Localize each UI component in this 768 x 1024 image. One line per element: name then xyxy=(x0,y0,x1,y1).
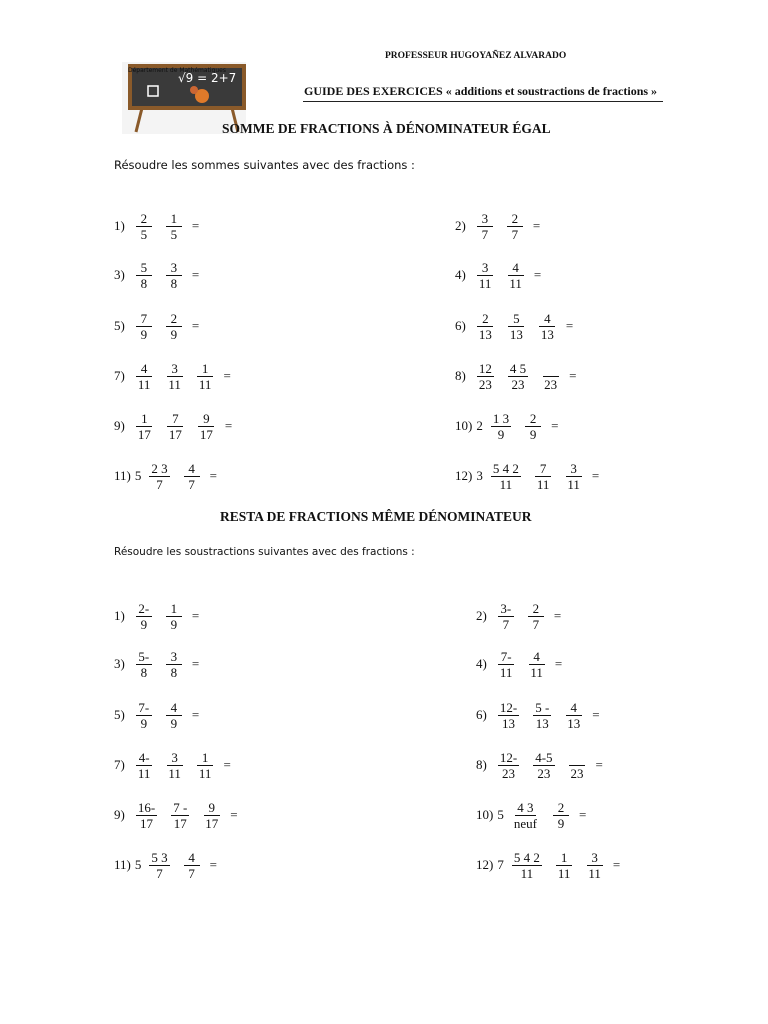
numerator: 1 xyxy=(136,411,152,427)
exercise-section2-8 xyxy=(476,745,603,785)
exercise-section2-12 xyxy=(476,845,620,885)
denominator: 11 xyxy=(198,765,212,781)
numerator: 4 xyxy=(166,700,182,716)
numerator xyxy=(569,750,585,766)
numerator: 4- xyxy=(136,750,152,766)
exercise-number: 12) xyxy=(476,857,494,872)
numerator: 7- xyxy=(136,700,152,716)
denominator: 17 xyxy=(168,426,182,442)
fraction xyxy=(477,311,494,342)
fraction xyxy=(197,361,214,392)
denominator: 7 xyxy=(156,865,163,881)
numerator: 4 xyxy=(539,311,555,327)
exercise-section2-5 xyxy=(114,695,199,735)
fraction xyxy=(507,211,523,242)
fraction xyxy=(171,800,189,831)
exercise-number: 2) xyxy=(476,608,487,623)
exercise-number: 1) xyxy=(114,218,125,233)
denominator: 23 xyxy=(544,376,558,392)
numerator: 16- xyxy=(137,799,156,815)
denominator: 11 xyxy=(588,865,601,881)
numerator: 2 xyxy=(136,211,152,227)
exercise-section1-8 xyxy=(455,356,576,396)
fraction xyxy=(553,800,569,831)
denominator: 9 xyxy=(140,326,148,342)
exercise-section1-9 xyxy=(114,406,232,446)
numerator: 12 xyxy=(478,360,492,376)
fraction xyxy=(166,750,183,781)
exercise-number: 3) xyxy=(114,267,125,282)
numerator: 3 xyxy=(587,850,603,866)
exercise-number: 4) xyxy=(455,267,466,282)
exercise-section2-1 xyxy=(114,596,199,636)
guide-title: GUIDE DES EXERCICES « additions et soustractions de fractions » xyxy=(304,84,658,98)
denominator: 11 xyxy=(478,275,492,291)
fraction xyxy=(136,211,152,242)
fraction xyxy=(586,850,603,881)
denominator: 11 xyxy=(520,865,534,881)
exercise-section2-7 xyxy=(114,745,231,785)
denominator: 9 xyxy=(170,326,178,342)
fraction xyxy=(166,601,182,632)
fraction xyxy=(512,850,542,881)
equals-sign: = xyxy=(223,757,231,772)
numerator: 12- xyxy=(499,699,518,715)
numerator: 2 xyxy=(553,800,569,816)
denominator: 23 xyxy=(502,765,516,781)
fraction xyxy=(166,649,182,680)
numerator: 9 xyxy=(204,800,220,816)
exercise-section1-1 xyxy=(114,206,199,246)
numerator: 2 xyxy=(166,311,182,327)
fraction xyxy=(136,260,152,291)
denominator: 9 xyxy=(140,715,148,731)
denominator: 11 xyxy=(509,275,522,291)
denominator: 5 xyxy=(140,226,148,242)
equals-sign: = xyxy=(533,267,542,282)
numerator: 1 xyxy=(166,211,182,227)
fraction xyxy=(198,411,215,442)
numerator: 4 xyxy=(529,649,545,665)
numerator: 2 xyxy=(507,211,523,227)
numerator: 1 3 xyxy=(492,410,510,426)
fraction xyxy=(565,700,582,731)
denominator: 11 xyxy=(168,765,181,781)
exercise-section2-2 xyxy=(476,596,561,636)
equals-sign: = xyxy=(191,218,200,233)
numerator: 3 xyxy=(477,211,493,227)
numerator: 4 xyxy=(184,461,200,477)
exercise-section1-4 xyxy=(455,255,541,295)
fraction xyxy=(535,461,552,492)
exercise-number: 1) xyxy=(114,608,125,623)
denominator: 7 xyxy=(502,616,510,632)
exercise-section1-3 xyxy=(114,255,199,295)
numerator: 7 xyxy=(535,461,551,477)
denominator: 11 xyxy=(567,476,580,492)
exercise-section1-7 xyxy=(114,356,231,396)
fraction xyxy=(525,411,541,442)
denominator: 7 xyxy=(511,226,519,242)
numerator: 5 xyxy=(136,260,152,276)
numerator: 2 xyxy=(525,411,541,427)
whole-number: 3 xyxy=(476,468,483,483)
fraction xyxy=(542,361,559,392)
whole-number: 5 xyxy=(134,468,142,483)
exercise-number: 7) xyxy=(114,368,125,383)
numerator: 3- xyxy=(498,601,514,617)
exercise-number: 5) xyxy=(114,707,125,722)
fraction xyxy=(498,750,519,781)
fraction xyxy=(508,361,528,392)
fraction xyxy=(477,260,494,291)
denominator: 11 xyxy=(557,865,571,881)
equals-sign: = xyxy=(551,418,559,433)
fraction xyxy=(498,649,515,680)
equals-sign: = xyxy=(191,707,200,722)
fraction xyxy=(528,649,545,680)
equals-sign: = xyxy=(209,468,217,483)
equals-sign: = xyxy=(595,757,603,772)
exercise-section1-2 xyxy=(455,206,540,246)
equals-sign: = xyxy=(209,857,217,872)
equals-sign: = xyxy=(578,807,587,822)
denominator: 9 xyxy=(170,616,178,632)
professor-name: PROFESSEUR HUGOYAÑEZ ALVARADO xyxy=(385,51,567,61)
numerator: 2 3 xyxy=(151,460,168,476)
exercise-number: 11) xyxy=(114,857,131,872)
whole-number: 5 xyxy=(497,807,504,822)
exercise-number: 4) xyxy=(476,656,487,671)
fraction xyxy=(149,461,169,492)
numerator: 9 xyxy=(198,411,214,427)
fraction xyxy=(556,850,573,881)
denominator: 8 xyxy=(140,664,148,680)
fraction xyxy=(166,260,182,291)
denominator: 7 xyxy=(532,616,540,632)
fraction xyxy=(149,850,169,881)
numerator: 2 xyxy=(477,311,493,327)
denominator: 23 xyxy=(570,765,584,781)
numerator: 7 - xyxy=(173,799,188,815)
numerator: 5 4 2 xyxy=(513,849,540,865)
fraction xyxy=(166,361,183,392)
equals-sign: = xyxy=(191,608,200,623)
numerator: 5- xyxy=(136,649,152,665)
fraction xyxy=(477,361,494,392)
numerator: 3 xyxy=(167,361,183,377)
fraction xyxy=(184,850,200,881)
denominator: 8 xyxy=(170,664,178,680)
exercise-number: 10) xyxy=(476,807,494,822)
denominator: 17 xyxy=(137,426,151,442)
fraction xyxy=(136,750,153,781)
denominator: 17 xyxy=(173,815,187,831)
section-title-sums: SOMME DE FRACTIONS À DÉNOMINATEUR ÉGAL xyxy=(222,121,551,136)
equals-sign: = xyxy=(612,857,621,872)
equals-sign: = xyxy=(591,468,600,483)
fraction xyxy=(136,800,157,831)
numerator: 12- xyxy=(499,749,518,765)
whole-number: 7 xyxy=(497,857,504,872)
equals-sign: = xyxy=(553,608,562,623)
numerator: 4 xyxy=(184,850,200,866)
equals-sign: = xyxy=(191,318,200,333)
denominator: 13 xyxy=(478,326,492,342)
denominator: 13 xyxy=(540,326,554,342)
fraction xyxy=(539,311,556,342)
instruction-subtractions: Résoudre les soustractions suivantes avec des fractions : xyxy=(114,546,415,558)
numerator: 4 5 xyxy=(509,360,527,376)
numerator: 5 xyxy=(508,311,524,327)
exercise-number: 6) xyxy=(476,707,487,722)
equals-sign: = xyxy=(565,318,574,333)
fraction xyxy=(512,800,539,831)
numerator: 3 xyxy=(166,649,182,665)
numerator: 1 xyxy=(166,601,182,617)
fraction xyxy=(491,461,521,492)
fraction xyxy=(136,311,152,342)
denominator: 5 xyxy=(170,226,178,242)
numerator: 1 xyxy=(197,361,213,377)
denominator: 11 xyxy=(530,664,543,680)
denominator: 7 xyxy=(481,226,489,242)
fraction xyxy=(533,700,551,731)
exercise-section2-4 xyxy=(476,644,562,684)
numerator: 3 xyxy=(167,750,183,766)
exercise-section1-10 xyxy=(455,406,558,446)
numerator: 3 xyxy=(166,260,182,276)
numerator: 4 xyxy=(136,361,152,377)
fraction xyxy=(491,411,511,442)
exercise-number: 2) xyxy=(455,218,466,233)
denominator: 9 xyxy=(529,426,537,442)
exercise-number: 5) xyxy=(114,318,125,333)
denominator: 17 xyxy=(199,426,213,442)
numerator: 5 - xyxy=(535,699,550,715)
fraction xyxy=(197,750,214,781)
fraction xyxy=(565,461,582,492)
denominator: 11 xyxy=(137,376,151,392)
denominator: 7 xyxy=(156,476,163,492)
exercise-number: 3) xyxy=(114,656,125,671)
denominator: 23 xyxy=(537,765,551,781)
exercise-number: 9) xyxy=(114,807,125,822)
numerator: 4 xyxy=(566,700,582,716)
fraction xyxy=(136,649,152,680)
denominator: 17 xyxy=(140,815,154,831)
fraction xyxy=(166,311,182,342)
fraction xyxy=(569,750,586,781)
exercise-number: 7) xyxy=(114,757,125,772)
fraction xyxy=(203,800,220,831)
equals-sign: = xyxy=(230,807,238,822)
denominator: 11 xyxy=(499,664,513,680)
denominator: 7 xyxy=(188,865,195,881)
exercise-number: 6) xyxy=(455,318,466,333)
denominator: 17 xyxy=(205,815,219,831)
numerator: 5 3 xyxy=(151,849,168,865)
exercise-section2-6 xyxy=(476,695,600,735)
denominator: 9 xyxy=(170,715,178,731)
section-title-subtractions: RESTA DE FRACTIONS MÊME DÉNOMINATEUR xyxy=(220,509,532,524)
fraction xyxy=(498,601,514,632)
numerator: 7- xyxy=(498,649,514,665)
denominator: neuf xyxy=(513,815,537,831)
title-underline xyxy=(303,101,663,102)
numerator: 7 xyxy=(136,311,152,327)
exercise-number: 9) xyxy=(114,418,125,433)
exercise-number: 11) xyxy=(114,468,131,483)
fraction xyxy=(166,700,182,731)
denominator: 9 xyxy=(557,815,565,831)
equals-sign: = xyxy=(554,656,563,671)
fraction xyxy=(136,411,153,442)
exercise-number: 8) xyxy=(455,368,466,383)
denominator: 7 xyxy=(188,476,195,492)
exercise-number: 8) xyxy=(476,757,487,772)
numerator: 5 4 2 xyxy=(492,460,519,476)
fraction xyxy=(508,311,525,342)
numerator: 2 xyxy=(528,601,544,617)
exercise-section1-5 xyxy=(114,306,199,346)
fraction xyxy=(136,700,152,731)
fraction xyxy=(167,411,184,442)
denominator: 13 xyxy=(567,715,581,731)
fraction xyxy=(533,750,554,781)
whole-number: 2 xyxy=(476,418,483,433)
denominator: 13 xyxy=(509,326,523,342)
exercise-section2-10 xyxy=(476,795,586,835)
numerator: 3 xyxy=(566,461,582,477)
fraction xyxy=(498,700,519,731)
exercise-section1-6 xyxy=(455,306,573,346)
denominator: 11 xyxy=(137,765,151,781)
equals-sign: = xyxy=(569,368,577,383)
denominator: 11 xyxy=(499,476,513,492)
denominator: 11 xyxy=(198,376,212,392)
denominator: 23 xyxy=(478,376,492,392)
numerator: 1 xyxy=(197,750,213,766)
instruction-sums: Résoudre les sommes suivantes avec des fractions : xyxy=(114,158,415,172)
numerator: 4-5 xyxy=(535,749,553,765)
exercise-section1-12 xyxy=(455,456,599,496)
denominator: 8 xyxy=(140,275,148,291)
denominator: 9 xyxy=(140,616,148,632)
numerator: 3 xyxy=(477,260,493,276)
denominator: 13 xyxy=(535,715,549,731)
numerator: 2- xyxy=(136,601,152,617)
fraction xyxy=(507,260,524,291)
fraction xyxy=(184,461,200,492)
denominator: 13 xyxy=(502,715,516,731)
fraction xyxy=(136,361,153,392)
numerator: 7 xyxy=(167,411,183,427)
denominator: 11 xyxy=(536,476,550,492)
numerator: 4 3 xyxy=(517,799,534,815)
fraction xyxy=(477,211,493,242)
denominator: 11 xyxy=(168,376,181,392)
exercise-section2-9 xyxy=(114,795,238,835)
equals-sign: = xyxy=(191,267,200,282)
equals-sign: = xyxy=(224,418,233,433)
fraction xyxy=(528,601,544,632)
numerator: 4 xyxy=(508,260,524,276)
exercise-number: 10) xyxy=(455,418,473,433)
numerator: 1 xyxy=(556,850,572,866)
exercise-section2-11 xyxy=(114,845,217,885)
exercise-number: 12) xyxy=(455,468,473,483)
logo-caption: Département de Mathématiques xyxy=(128,67,226,74)
equals-sign: = xyxy=(532,218,541,233)
equals-sign: = xyxy=(223,368,231,383)
board-formula: √9 = 2+7 xyxy=(178,71,237,85)
fraction xyxy=(136,601,152,632)
exercise-section2-3 xyxy=(114,644,199,684)
equals-sign: = xyxy=(592,707,600,722)
exercise-section1-11 xyxy=(114,456,217,496)
denominator: 8 xyxy=(170,275,178,291)
denominator: 9 xyxy=(497,426,505,442)
fraction xyxy=(166,211,182,242)
numerator xyxy=(543,361,559,377)
equals-sign: = xyxy=(191,656,200,671)
denominator: 23 xyxy=(511,376,525,392)
whole-number: 5 xyxy=(134,857,142,872)
